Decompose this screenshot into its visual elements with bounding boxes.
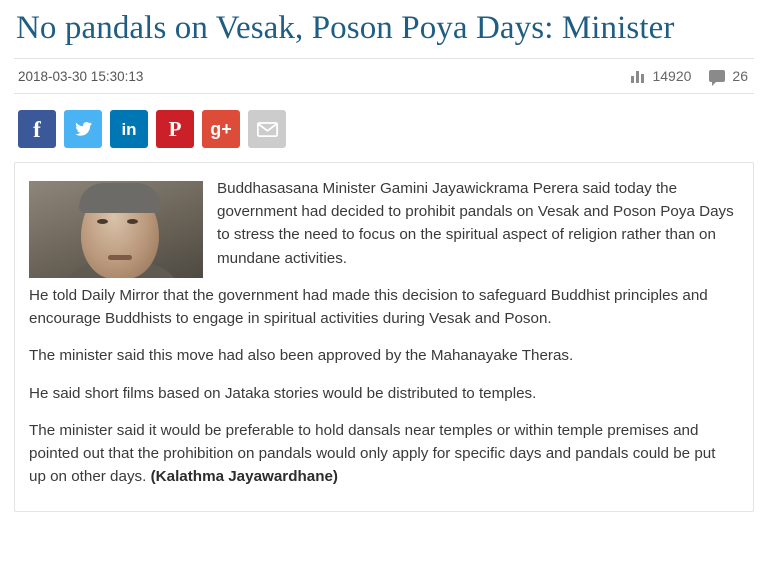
view-count — [631, 68, 691, 84]
meta-stats — [631, 68, 748, 84]
final-paragraph-text: The minister said it would be preferable to hold dansals near temples or within temple premises and pointed out that the prohibition on pandals would only apply for specific days and pandals could be put up on other days. — [29, 421, 716, 485]
share-twitter-button[interactable] — [64, 110, 102, 148]
bar-chart-icon — [631, 69, 645, 83]
article-paragraph: He said short films based on Jataka stories would be distributed to temples. — [29, 384, 537, 402]
share-email-button[interactable] — [248, 110, 286, 148]
article-thumbnail — [29, 181, 203, 278]
publish-timestamp: 2018-03-30 15:30:13 — [18, 68, 144, 84]
share-facebook-button[interactable] — [18, 110, 56, 148]
share-linkedin-button[interactable] — [110, 110, 148, 148]
article-body — [14, 162, 754, 512]
facebook-icon: f — [33, 116, 41, 142]
page-title: No pandals on Vesak, Poson Poya Days: Minister — [16, 10, 675, 46]
view-count-value: 14920 — [652, 68, 692, 85]
portrait-hair — [79, 183, 161, 213]
social-share-bar — [14, 94, 754, 162]
portrait-mouth — [108, 255, 132, 260]
pinterest-icon: P — [168, 116, 182, 141]
article-paragraph: The minister said this move had also been approved by the Mahanayake Theras. — [29, 347, 574, 365]
article-paragraph: He told Daily Mirror that the government had made this decision to safeguard Buddhist principles and encourage Buddhists to engage in spiritual activities during Vesak and Poson. — [29, 287, 708, 328]
share-pinterest-button[interactable] — [156, 110, 194, 148]
share-googleplus-button[interactable] — [202, 110, 240, 148]
article-paragraph: Buddhasasana Minister Gamini Jayawickrama Perera said today the government had decided to prohibit pandals on Vesak and Poson Poya Days to stress the need to focus on the spiritual aspect of religion rather than on mundane activities. — [217, 180, 734, 267]
envelope-icon — [257, 122, 278, 137]
google-plus-icon: g+ — [210, 119, 232, 140]
comment-count-value: 26 — [732, 68, 748, 85]
twitter-icon — [73, 120, 94, 138]
article-meta-bar — [14, 58, 754, 94]
comment-count[interactable] — [709, 68, 748, 84]
lead-paragraph-block — [29, 177, 735, 284]
author-credit: (Kalathma Jayawardhane) — [150, 467, 338, 485]
linkedin-icon: in — [121, 119, 137, 139]
comment-bubble-icon — [709, 70, 725, 82]
article-paragraph-final — [29, 419, 735, 488]
article-page — [0, 8, 768, 574]
